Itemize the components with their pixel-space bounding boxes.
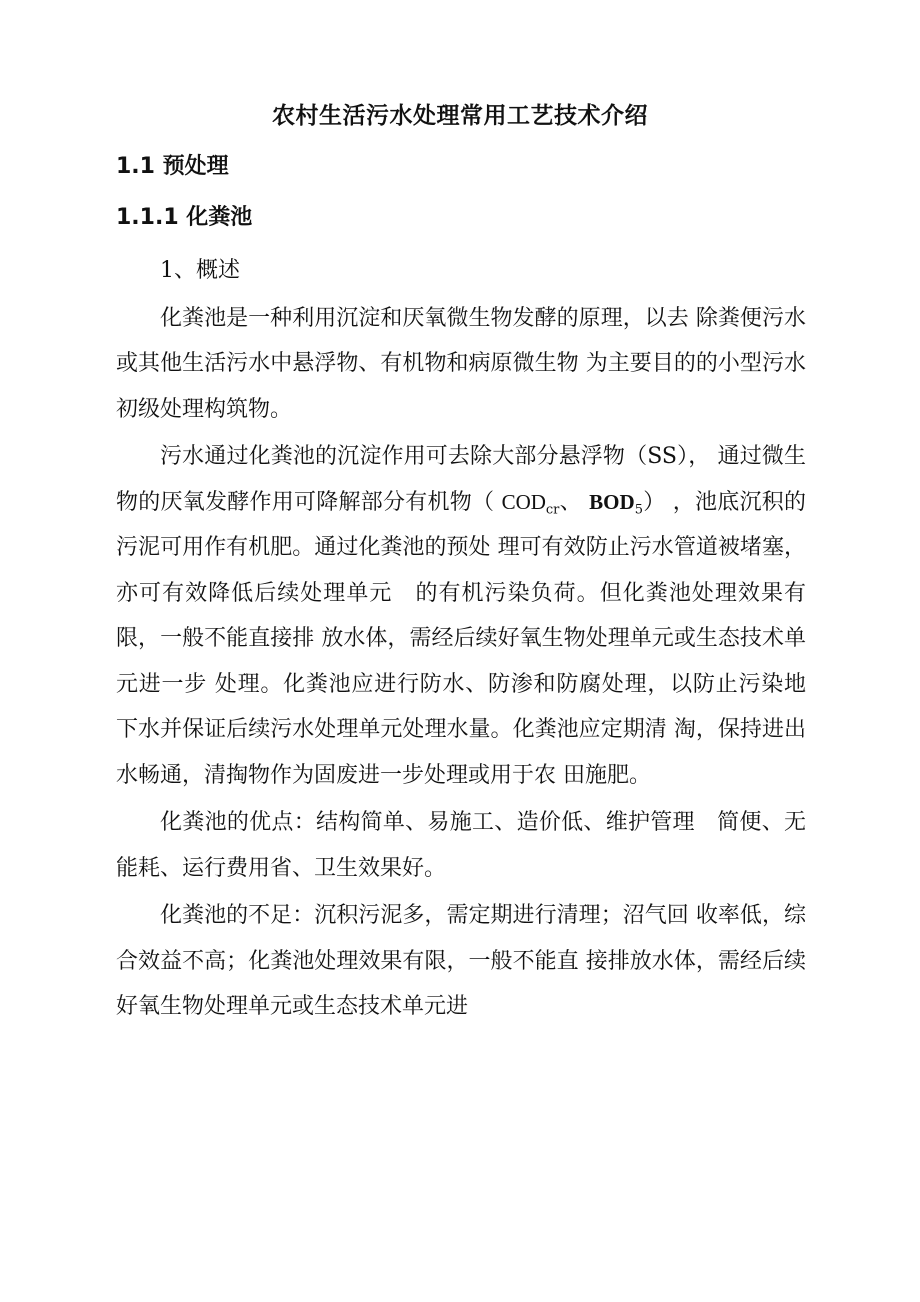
paragraph-treatment-part2: ） ，池底沉积的污泥可用作有机肥。通过化粪池的预处 理可有效防止污水管道被堵塞，亦可有效降低后续处理单元 的有机污染负荷。但化粪池处理效果有限，一般不能直接排 放水体，需经后续好氧生物处理单元或生态技术单元进一步 处理。化粪池应进行防水、防渗和防腐处理，以防止污染地 下水并保证后续污水处理单元处理水量。化粪池应定期清 淘，保持进出水畅通，清掏物作为固废进一步处理或用于农 田施肥。 [116,489,806,788]
paragraph-overview: 化粪池是一种利用沉淀和厌氧微生物发酵的原理，以去 除粪便污水或其他生活污水中悬浮物、有机物和病原微生物 为主要目的的小型污水初级处理构筑物。 [116,305,806,422]
bod-subscript: 5 [634,502,643,518]
paragraph-treatment-part1: 污水通过化粪池的沉淀作用可去除大部分悬浮物（SS）， 通过微生物的厌氧发酵作用可降解部分有机物（ [116,444,806,515]
document-title: 农村生活污水处理常用工艺技术介绍 [272,103,648,129]
paragraph-advantages: 化粪池的优点：结构简单、易施工、造价低、维护管理 简便、无能耗、运行费用省、卫生效果好。 [116,810,806,881]
cod-subscript: cr [545,502,560,518]
paragraph-treatment [116,434,806,798]
bod-label: BOD [589,489,635,514]
document-body [116,248,806,1030]
item-heading: 1、概述 [160,258,240,283]
cod-label: COD [501,489,546,514]
separator: 、 [559,489,590,515]
paragraph-disadvantages: 化粪池的不足：沉积污泥多，需定期进行清理；沼气回 收率低，综合效益不高；化粪池处理效果有限，一般不能直 接排放水体，需经后续好氧生物处理单元或生态技术单元进 [116,903,806,1019]
subsection-heading: 1.1.1 化粪池 [116,205,253,230]
section-heading: 1.1 预处理 [116,154,229,179]
